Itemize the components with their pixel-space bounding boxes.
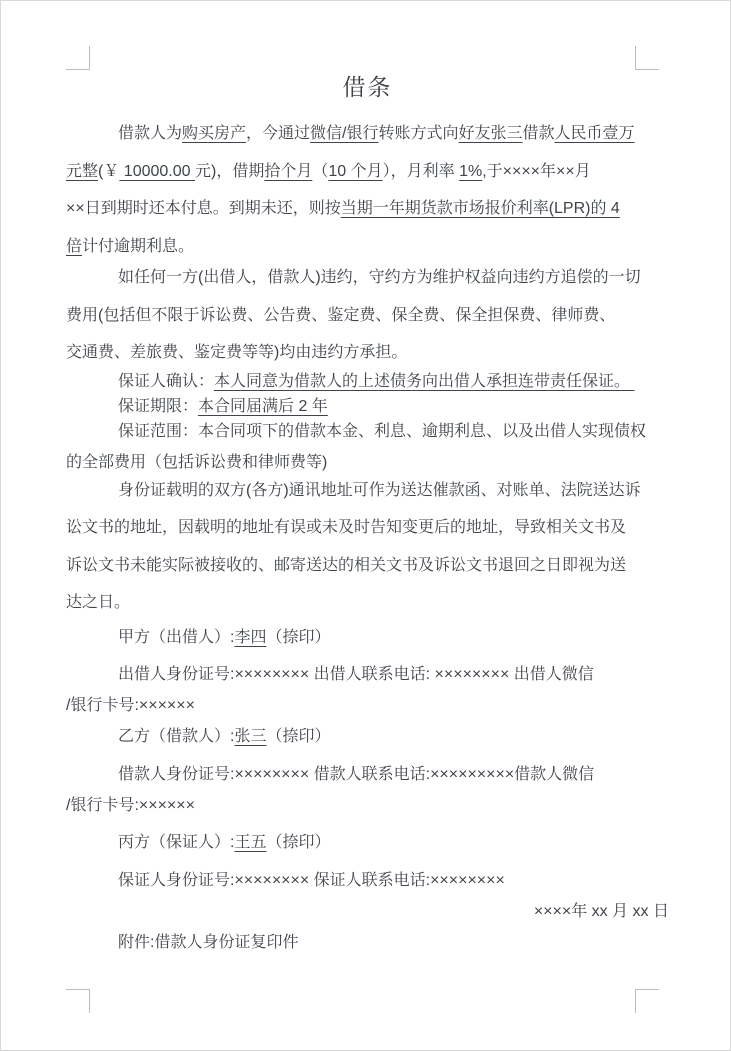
text-run: (￥	[98, 162, 120, 180]
underlined-text-run: 当期一年期货款市场报价利率(LPR)的 4	[340, 200, 620, 217]
text-run: 保证人确认：	[118, 372, 215, 390]
attachment-line	[66, 927, 669, 958]
underlined-text-run: 10000.00	[119, 162, 195, 180]
underlined-text-run: 10 个月	[328, 162, 383, 180]
underlined-text-run: 人民币壹万	[554, 125, 635, 142]
text-run: 借款	[522, 125, 555, 142]
text-run: 如任何一方(出借人，借款人)违约，守约方为维护权益向违约方追偿的一切	[118, 269, 641, 286]
underlined-text-run: 好友张三	[458, 125, 523, 142]
guarantee-scope-paragraph	[66, 416, 669, 478]
party-a-signature-line	[66, 622, 669, 653]
text-run: 转账方式向	[378, 125, 459, 142]
text-run: /银行卡号:××××××	[66, 796, 195, 814]
underlined-text-run: 李四	[234, 628, 267, 646]
text-run: 交通费、差旅费、鉴定费等等)均由违约方承担。	[66, 344, 408, 361]
text-run: 身份证载明的双方(各方)通讯地址可作为送达催款函、对账单、法院送达诉	[118, 481, 641, 499]
date-line	[66, 896, 669, 927]
underlined-text-run: 元整	[66, 162, 99, 180]
document-body	[66, 71, 669, 958]
text-run: 丙方（保证人）:	[118, 833, 235, 851]
lender-info-paragraph	[66, 659, 669, 721]
text-run: ××××年 xx 月 xx 日	[533, 902, 669, 920]
text-run: 费用(包括但不限于诉讼费、公告费、鉴定费、保全费、保全担保费、律师费、	[66, 306, 616, 324]
text-run: 保证人身份证号:×××××××× 保证人联系电话:××××××××	[118, 871, 505, 889]
borrower-info-paragraph	[66, 759, 669, 821]
text-run: （	[312, 162, 329, 180]
text-run: （捺印）	[266, 628, 331, 646]
crop-mark-bottom-left	[66, 989, 90, 1013]
document-title: 借条	[342, 74, 393, 100]
text-run: 保证期限：	[118, 397, 199, 415]
text-run: ，今通过	[246, 125, 311, 142]
crop-mark-top-right	[635, 46, 659, 70]
text-run: 借款人为	[118, 125, 183, 142]
crop-mark-bottom-right	[635, 989, 659, 1013]
underlined-text-run: 张三	[234, 727, 267, 745]
text-run: 计付逾期利息。	[82, 237, 195, 255]
text-run: 的全部费用（包括诉讼费和律师费等)	[66, 453, 328, 471]
text-run: 甲方（出借人）:	[118, 628, 235, 646]
text-run: 讼文书的地址，因载明的地址有误或未及时告知变更后的地址，导致相关文书及	[66, 519, 627, 536]
underlined-text-run: 王五	[234, 833, 267, 851]
underlined-text-run: 微信/银行	[310, 125, 379, 142]
crop-mark-top-left	[66, 46, 90, 70]
underlined-text-run: 1%	[459, 162, 483, 180]
underlined-text-run: 拾个月	[264, 162, 313, 180]
text-run: 诉讼文书未能实际被接收的、邮寄送达的相关文书及诉讼文书退回之日即视为送	[66, 556, 627, 574]
text-run: ），月利率	[382, 162, 460, 180]
text-run: （捺印）	[266, 833, 331, 851]
loan-intro-paragraph	[66, 115, 669, 265]
guarantor-info-line	[66, 865, 669, 896]
text-run: ,于××××年××月	[482, 162, 591, 180]
text-run: 元)，借期	[194, 162, 265, 180]
text-run: 达之日。	[66, 594, 131, 611]
underlined-text-run: 本合同届满后 2 年	[198, 397, 328, 415]
text-run: 乙方（借款人）:	[118, 727, 235, 745]
text-run: 借款人身份证号:×××××××× 借款人联系电话:×××××××××借款人微信	[118, 765, 595, 783]
text-run: 出借人身份证号:×××××××× 出借人联系电话: ×××××××× 出借人微信	[118, 665, 594, 683]
party-c-signature-line	[66, 827, 669, 858]
party-b-signature-line	[66, 721, 669, 752]
underlined-text-run: 购买房产	[182, 125, 247, 142]
text-run: ××日到期时还本付息。到期未还，则按	[66, 200, 341, 217]
text-run: /银行卡号:××××××	[66, 696, 195, 714]
underlined-text-run: 倍	[66, 237, 83, 255]
text-run: 保证范围：本合同项下的借款本金、利息、逾期利息、以及出借人实现债权	[118, 422, 647, 440]
page-background	[1, 1, 730, 1050]
text-run: （捺印）	[266, 727, 331, 745]
underlined-text-run: 本人同意为借款人的上述债务向出借人承担连带责任保证。	[214, 372, 635, 390]
breach-liability-paragraph	[66, 259, 669, 372]
text-run: 附件:借款人身份证复印件	[118, 933, 299, 951]
service-address-paragraph	[66, 472, 669, 622]
